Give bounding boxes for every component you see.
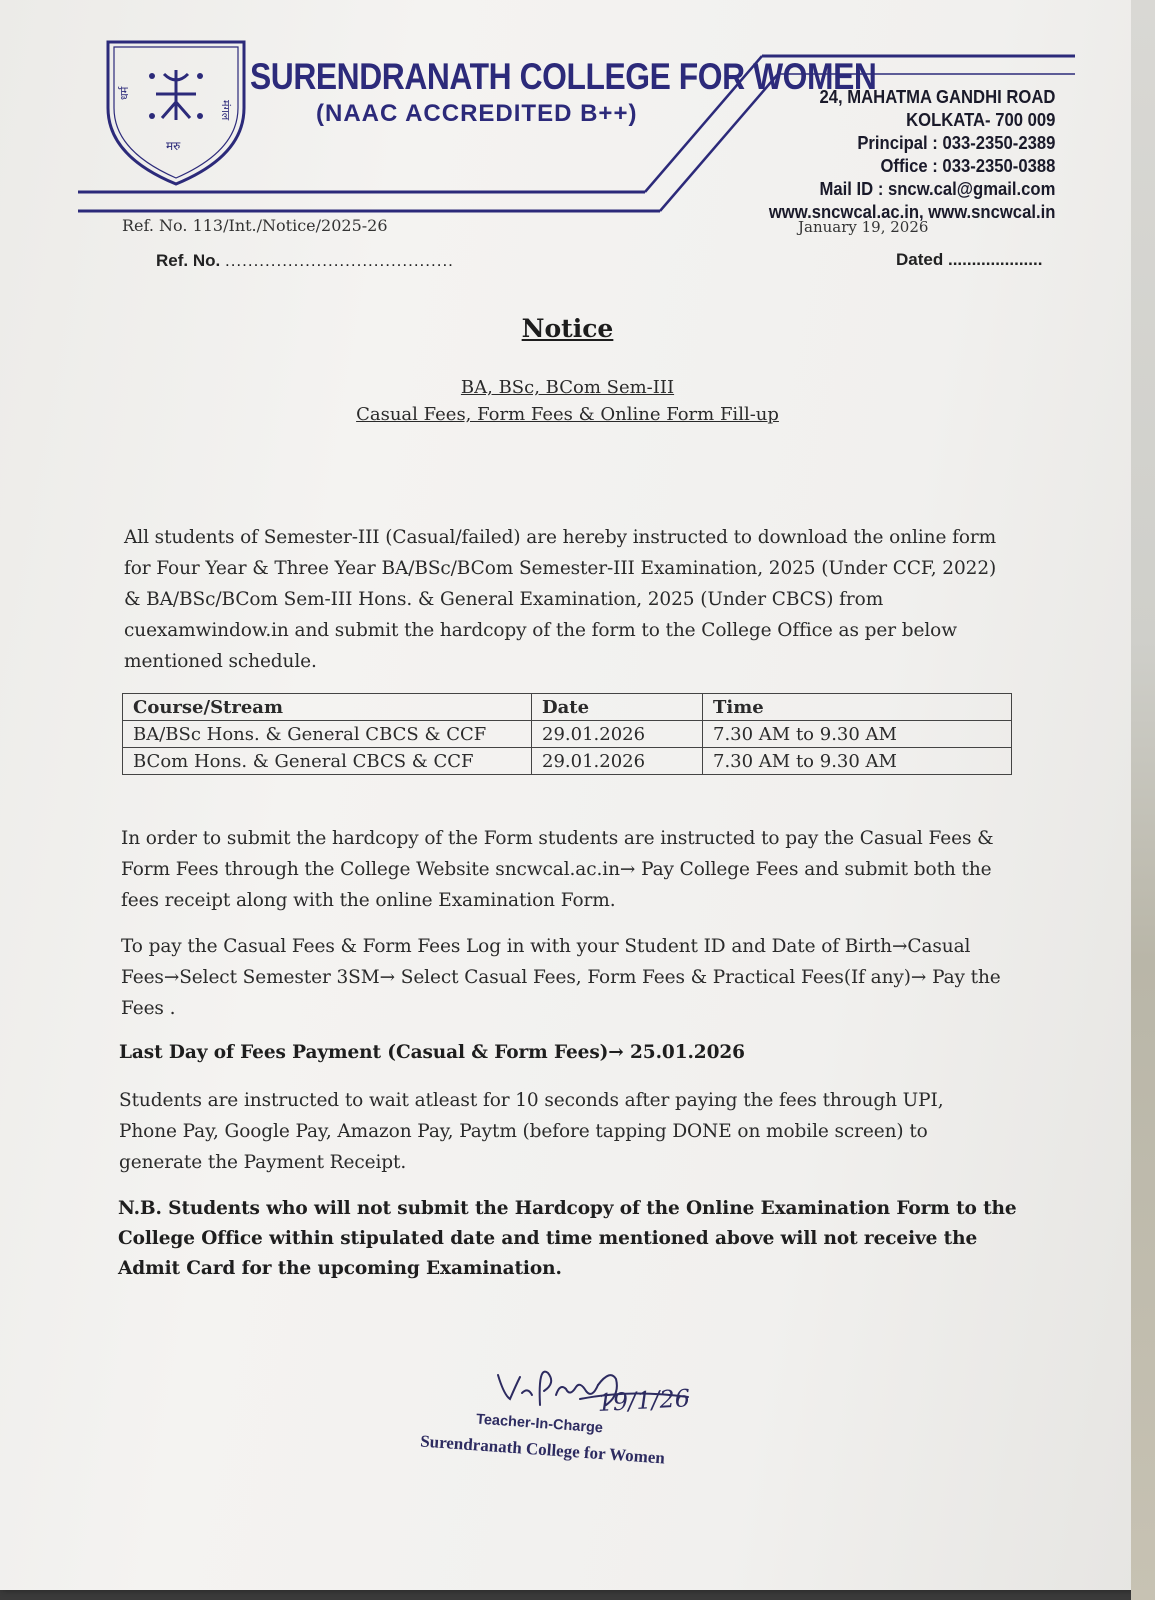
nb-warning: N.B. Students who will not submit the Hardcopy of the Online Examination Form to the College Office within stipulated date and time mentioned above will not receive the Admit Card for the upcoming Examination. <box>118 1198 1017 1279</box>
ref-no-dots: ........................................ <box>224 251 454 270</box>
address-line-1: 24, MAHATMA GANDHI ROAD <box>819 86 1055 107</box>
reference-number: Ref. No. 113/Int./Notice/2025-26 <box>122 216 388 235</box>
college-name: SURENDRANATH COLLEGE FOR WOMEN <box>250 56 877 97</box>
header-course: Course/Stream <box>123 694 532 721</box>
signature-date: 19/1/26 <box>596 1384 691 1417</box>
cell-time: 7.30 AM to 9.30 AM <box>703 748 1012 775</box>
letterhead <box>0 0 1155 280</box>
last-day-of-payment: Last Day of Fees Payment (Casual & Form Fees)→ 25.01.2026 <box>119 1042 745 1063</box>
notice-date: January 19, 2026 <box>798 218 929 236</box>
dated-label: Dated <box>896 250 944 269</box>
college-contact-block <box>737 85 1055 223</box>
cell-course: BA/BSc Hons. & General CBCS & CCF <box>123 721 532 748</box>
office-phone: Office : 033-2350-0388 <box>880 155 1055 176</box>
signatory-institution: Surendranath College for Women <box>419 1431 666 1468</box>
dated-field <box>896 250 1042 270</box>
header-time: Time <box>703 694 1012 721</box>
address-line-2: KOLKATA- 700 009 <box>905 109 1055 130</box>
paragraph-payment-steps: To pay the Casual Fees & Form Fees Log in with your Student ID and Date of Birth→Casual Fees→Select Semester 3SM→ Select Casual Fees, Form Fees & Practical Fees(If any)→ Pay the Fees . <box>121 936 1001 1019</box>
svg-text:धर्म: धर्म <box>118 86 131 100</box>
schedule-table <box>122 693 1012 775</box>
websites: www.sncwcal.ac.in, www.sncwcal.in <box>768 201 1055 222</box>
mail-id: Mail ID : sncw.cal@gmail.com <box>819 178 1055 199</box>
signatory-designation: Teacher-In-Charge <box>475 1411 604 1437</box>
svg-text:मरु: मरु <box>166 139 181 153</box>
ref-no-label: Ref. No. <box>156 251 221 270</box>
cell-course: BCom Hons. & General CBCS & CCF <box>123 748 532 775</box>
background-edge <box>1131 0 1155 1600</box>
paragraph-instructions: All students of Semester-III (Casual/failed) are hereby instructed to download the online form for Four Year & Three Year BA/BSc/BCom Semester-III Examination, 2025 (Under CCF, 2022) & BA/BSc/BCom Sem-III Hons. & General Examination, 2025 (Under CBCS) from cuexamwindow.in and submit the hardcopy of the form to the College Office as per below mentioned schedule. <box>124 527 997 672</box>
dated-dots: .................... <box>947 250 1043 269</box>
paragraph-payment: In order to submit the hardcopy of the Form students are instructed to pay the Casual Fees & Form Fees through the College Website sncwcal.ac.in→ Pay College Fees and submit both the fees receipt along with the online Examination Form. <box>121 828 994 911</box>
cell-date: 29.01.2026 <box>532 748 703 775</box>
table-row <box>123 748 1012 775</box>
notice-subject <box>0 374 1135 428</box>
table-row <box>123 721 1012 748</box>
ref-no-field <box>156 251 454 271</box>
notice-title: Notice <box>521 314 614 343</box>
paragraph-wait-instruction: Students are instructed to wait atleast for 10 seconds after paying the fees through UPI, Phone Pay, Google Pay, Amazon Pay, Paytm (before tapping DONE on mobile screen) to generate the Payment Receipt. <box>119 1090 944 1173</box>
accreditation: (NAAC ACCREDITED B++) <box>316 100 638 127</box>
cell-time: 7.30 AM to 9.30 AM <box>703 721 1012 748</box>
subject-line-2: Casual Fees, Form Fees & Online Form Fill-up <box>356 404 779 425</box>
subject-line-1: BA, BSc, BCom Sem-III <box>460 377 675 398</box>
schedule-header-row <box>123 694 1012 721</box>
header-date: Date <box>532 694 703 721</box>
principal-phone: Principal : 033-2350-2389 <box>856 132 1055 153</box>
svg-text:मंगल: मंगल <box>219 100 232 121</box>
cell-date: 29.01.2026 <box>532 721 703 748</box>
